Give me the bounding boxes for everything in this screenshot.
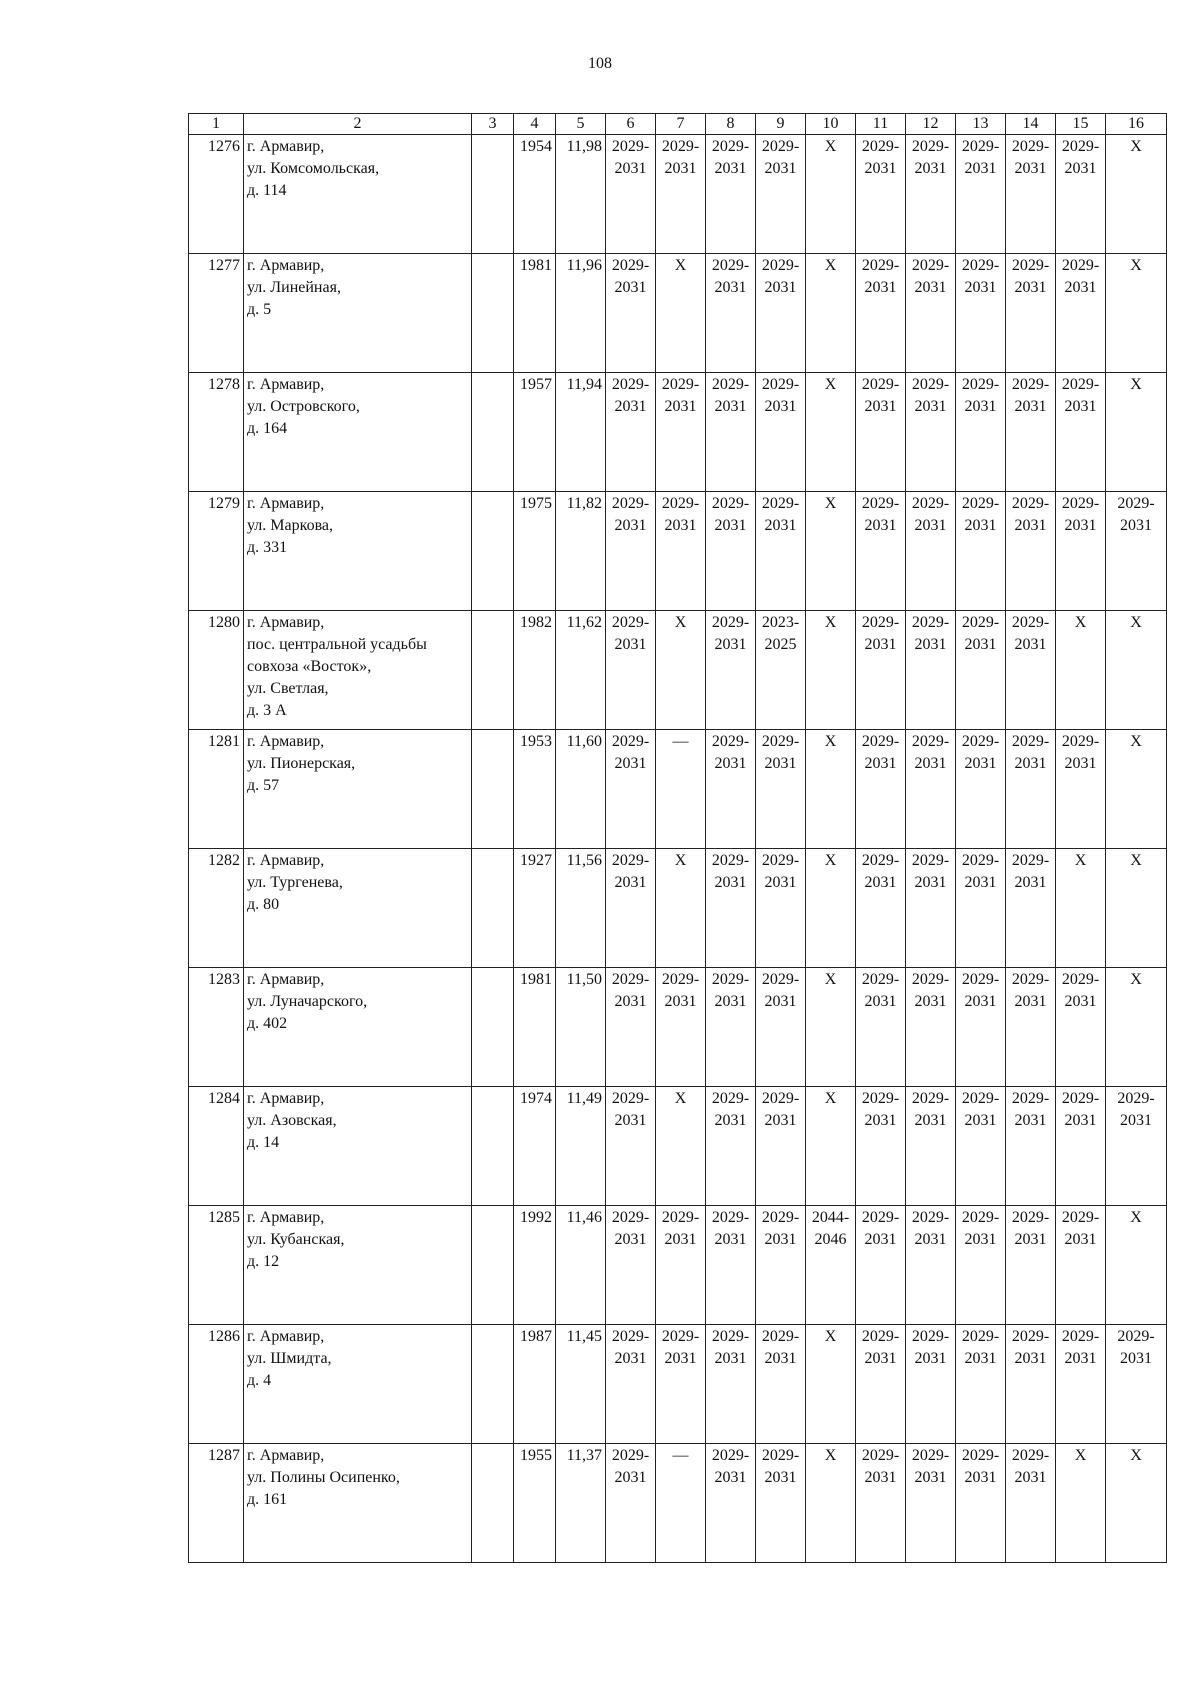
address-line: ул. Азовская, — [247, 1112, 337, 1129]
column-3-cell — [472, 492, 514, 611]
period-cell-col-14: 2029- 2031 — [1006, 492, 1056, 611]
period-cell-col-6: 2029- 2031 — [606, 373, 656, 492]
period-cell-col-15: 2029- 2031 — [1056, 968, 1106, 1087]
address-line: д. 80 — [247, 896, 280, 913]
period-cell-col-14: 2029- 2031 — [1006, 1087, 1056, 1206]
column-header-6: 6 — [606, 114, 656, 135]
period-cell-col-12: 2029- 2031 — [906, 1206, 956, 1325]
address-line: г. Армавир, — [247, 971, 325, 988]
period-cell-col-6: 2029- 2031 — [606, 1206, 656, 1325]
period-cell-col-13: 2029- 2031 — [956, 1325, 1006, 1444]
period-cell-col-15: 2029- 2031 — [1056, 373, 1106, 492]
period-cell-col-11: 2029- 2031 — [856, 1444, 906, 1563]
row-number: 1282 — [189, 849, 244, 968]
address-cell — [244, 1087, 472, 1206]
period-cell-col-15: 2029- 2031 — [1056, 1325, 1106, 1444]
table-row — [189, 1206, 1167, 1325]
table-row — [189, 1325, 1167, 1444]
column-3-cell — [472, 849, 514, 968]
address-line: д. 114 — [247, 182, 287, 199]
period-cell-col-16: Х — [1106, 968, 1167, 1087]
period-cell-col-16: Х — [1106, 135, 1167, 254]
period-cell-col-13: 2029- 2031 — [956, 730, 1006, 849]
address-line: г. Армавир, — [247, 1447, 325, 1464]
period-cell-col-6: 2029- 2031 — [606, 611, 656, 730]
address-cell — [244, 730, 472, 849]
value-cell: 11,49 — [556, 1087, 606, 1206]
period-cell-col-16: 2029- 2031 — [1106, 492, 1167, 611]
period-cell-col-14: 2029- 2031 — [1006, 1444, 1056, 1563]
period-cell-col-10: Х — [806, 968, 856, 1087]
period-cell-col-8: 2029- 2031 — [706, 135, 756, 254]
column-3-cell — [472, 254, 514, 373]
address-cell — [244, 492, 472, 611]
period-cell-col-16: 2029- 2031 — [1106, 1087, 1167, 1206]
period-cell-col-7: 2029- 2031 — [656, 492, 706, 611]
row-number: 1277 — [189, 254, 244, 373]
year-cell: 1953 — [514, 730, 556, 849]
period-cell-col-9: 2029- 2031 — [756, 849, 806, 968]
period-cell-col-8: 2029- 2031 — [706, 1087, 756, 1206]
row-number: 1278 — [189, 373, 244, 492]
period-cell-col-15: 2029- 2031 — [1056, 1087, 1106, 1206]
period-cell-col-10: Х — [806, 1444, 856, 1563]
period-cell-col-8: 2029- 2031 — [706, 373, 756, 492]
column-3-cell — [472, 1325, 514, 1444]
address-line: ул. Полины Осипенко, — [247, 1469, 400, 1486]
period-cell-col-7: 2029- 2031 — [656, 1325, 706, 1444]
table-row — [189, 968, 1167, 1087]
period-cell-col-11: 2029- 2031 — [856, 492, 906, 611]
registry-table — [188, 113, 1167, 1563]
column-header-4: 4 — [514, 114, 556, 135]
period-cell-col-7: Х — [656, 1087, 706, 1206]
period-cell-col-15: 2029- 2031 — [1056, 135, 1106, 254]
period-cell-col-11: 2029- 2031 — [856, 1325, 906, 1444]
period-cell-col-7: Х — [656, 849, 706, 968]
period-cell-col-16: Х — [1106, 1444, 1167, 1563]
address-line: г. Армавир, — [247, 495, 325, 512]
period-cell-col-9: 2023- 2025 — [756, 611, 806, 730]
period-cell-col-11: 2029- 2031 — [856, 611, 906, 730]
period-cell-col-6: 2029- 2031 — [606, 730, 656, 849]
address-cell — [244, 1444, 472, 1563]
period-cell-col-12: 2029- 2031 — [906, 1325, 956, 1444]
period-cell-col-12: 2029- 2031 — [906, 1087, 956, 1206]
address-cell — [244, 373, 472, 492]
period-cell-col-9: 2029- 2031 — [756, 254, 806, 373]
address-line: ул. Комсомольская, — [247, 160, 380, 177]
period-cell-col-16: Х — [1106, 730, 1167, 849]
period-cell-col-10: Х — [806, 730, 856, 849]
address-line: ул. Маркова, — [247, 517, 334, 534]
period-cell-col-12: 2029- 2031 — [906, 373, 956, 492]
period-cell-col-9: 2029- 2031 — [756, 1325, 806, 1444]
value-cell: 11,56 — [556, 849, 606, 968]
address-line: ул. Луначарского, — [247, 993, 368, 1010]
year-cell: 1955 — [514, 1444, 556, 1563]
period-cell-col-9: 2029- 2031 — [756, 968, 806, 1087]
column-header-9: 9 — [756, 114, 806, 135]
period-cell-col-11: 2029- 2031 — [856, 254, 906, 373]
period-cell-col-13: 2029- 2031 — [956, 1444, 1006, 1563]
address-line: ул. Островского, — [247, 398, 360, 415]
column-header-7: 7 — [656, 114, 706, 135]
column-3-cell — [472, 730, 514, 849]
period-cell-col-6: 2029- 2031 — [606, 968, 656, 1087]
period-cell-col-7: — — [656, 730, 706, 849]
address-cell — [244, 849, 472, 968]
value-cell: 11,62 — [556, 611, 606, 730]
address-line: г. Армавир, — [247, 852, 325, 869]
period-cell-col-7: 2029- 2031 — [656, 1206, 706, 1325]
address-line: пос. центральной усадьбы — [247, 636, 427, 653]
address-line: г. Армавир, — [247, 1209, 325, 1226]
period-cell-col-12: 2029- 2031 — [906, 1444, 956, 1563]
address-line: совхоза «Восток», — [247, 658, 372, 675]
column-header-2: 2 — [244, 114, 472, 135]
year-cell: 1981 — [514, 968, 556, 1087]
address-line: д. 3 А — [247, 702, 287, 719]
period-cell-col-9: 2029- 2031 — [756, 135, 806, 254]
period-cell-col-12: 2029- 2031 — [906, 730, 956, 849]
table-row — [189, 1444, 1167, 1563]
value-cell: 11,94 — [556, 373, 606, 492]
table-row — [189, 254, 1167, 373]
period-cell-col-6: 2029- 2031 — [606, 1325, 656, 1444]
column-3-cell — [472, 611, 514, 730]
period-cell-col-9: 2029- 2031 — [756, 373, 806, 492]
value-cell: 11,98 — [556, 135, 606, 254]
address-cell — [244, 611, 472, 730]
period-cell-col-11: 2029- 2031 — [856, 968, 906, 1087]
period-cell-col-15: Х — [1056, 1444, 1106, 1563]
address-cell — [244, 1206, 472, 1325]
period-cell-col-13: 2029- 2031 — [956, 968, 1006, 1087]
period-cell-col-6: 2029- 2031 — [606, 254, 656, 373]
column-3-cell — [472, 1087, 514, 1206]
period-cell-col-10: Х — [806, 1087, 856, 1206]
period-cell-col-10: 2044- 2046 — [806, 1206, 856, 1325]
period-cell-col-16: Х — [1106, 1206, 1167, 1325]
period-cell-col-9: 2029- 2031 — [756, 492, 806, 611]
period-cell-col-11: 2029- 2031 — [856, 849, 906, 968]
period-cell-col-12: 2029- 2031 — [906, 254, 956, 373]
address-line: ул. Тургенева, — [247, 874, 343, 891]
column-header-12: 12 — [906, 114, 956, 135]
address-line: г. Армавир, — [247, 138, 325, 155]
address-line: д. 331 — [247, 539, 288, 556]
period-cell-col-12: 2029- 2031 — [906, 968, 956, 1087]
value-cell: 11,82 — [556, 492, 606, 611]
address-line: г. Армавир, — [247, 376, 325, 393]
address-line: д. 5 — [247, 301, 272, 318]
value-cell: 11,60 — [556, 730, 606, 849]
period-cell-col-13: 2029- 2031 — [956, 849, 1006, 968]
period-cell-col-13: 2029- 2031 — [956, 492, 1006, 611]
address-line: д. 402 — [247, 1015, 288, 1032]
table-row — [189, 373, 1167, 492]
period-cell-col-14: 2029- 2031 — [1006, 730, 1056, 849]
value-cell: 11,37 — [556, 1444, 606, 1563]
period-cell-col-11: 2029- 2031 — [856, 1087, 906, 1206]
period-cell-col-8: 2029- 2031 — [706, 492, 756, 611]
period-cell-col-14: 2029- 2031 — [1006, 611, 1056, 730]
period-cell-col-16: Х — [1106, 254, 1167, 373]
period-cell-col-7: — — [656, 1444, 706, 1563]
period-cell-col-16: 2029- 2031 — [1106, 1325, 1167, 1444]
address-line: д. 12 — [247, 1253, 280, 1270]
period-cell-col-15: Х — [1056, 611, 1106, 730]
row-number: 1276 — [189, 135, 244, 254]
period-cell-col-13: 2029- 2031 — [956, 254, 1006, 373]
period-cell-col-12: 2029- 2031 — [906, 135, 956, 254]
column-header-1: 1 — [189, 114, 244, 135]
value-cell: 11,50 — [556, 968, 606, 1087]
year-cell: 1987 — [514, 1325, 556, 1444]
period-cell-col-8: 2029- 2031 — [706, 1444, 756, 1563]
period-cell-col-7: 2029- 2031 — [656, 968, 706, 1087]
period-cell-col-11: 2029- 2031 — [856, 135, 906, 254]
period-cell-col-15: Х — [1056, 849, 1106, 968]
period-cell-col-14: 2029- 2031 — [1006, 1206, 1056, 1325]
period-cell-col-6: 2029- 2031 — [606, 492, 656, 611]
period-cell-col-15: 2029- 2031 — [1056, 492, 1106, 611]
period-cell-col-10: Х — [806, 254, 856, 373]
period-cell-col-7: 2029- 2031 — [656, 373, 706, 492]
column-header-13: 13 — [956, 114, 1006, 135]
year-cell: 1975 — [514, 492, 556, 611]
address-cell — [244, 1325, 472, 1444]
address-line: д. 164 — [247, 420, 288, 437]
value-cell: 11,45 — [556, 1325, 606, 1444]
column-header-8: 8 — [706, 114, 756, 135]
address-line: д. 14 — [247, 1134, 280, 1151]
row-number: 1281 — [189, 730, 244, 849]
address-cell — [244, 254, 472, 373]
row-number: 1285 — [189, 1206, 244, 1325]
column-header-15: 15 — [1056, 114, 1106, 135]
period-cell-col-9: 2029- 2031 — [756, 1087, 806, 1206]
address-line: ул. Светлая, — [247, 680, 329, 697]
period-cell-col-14: 2029- 2031 — [1006, 254, 1056, 373]
period-cell-col-14: 2029- 2031 — [1006, 373, 1056, 492]
period-cell-col-12: 2029- 2031 — [906, 611, 956, 730]
period-cell-col-6: 2029- 2031 — [606, 1444, 656, 1563]
period-cell-col-9: 2029- 2031 — [756, 1444, 806, 1563]
period-cell-col-16: Х — [1106, 611, 1167, 730]
period-cell-col-14: 2029- 2031 — [1006, 968, 1056, 1087]
period-cell-col-9: 2029- 2031 — [756, 730, 806, 849]
row-number: 1279 — [189, 492, 244, 611]
period-cell-col-16: Х — [1106, 373, 1167, 492]
year-cell: 1957 — [514, 373, 556, 492]
period-cell-col-13: 2029- 2031 — [956, 1206, 1006, 1325]
column-header-3: 3 — [472, 114, 514, 135]
period-cell-col-6: 2029- 2031 — [606, 849, 656, 968]
period-cell-col-9: 2029- 2031 — [756, 1206, 806, 1325]
period-cell-col-10: Х — [806, 849, 856, 968]
year-cell: 1927 — [514, 849, 556, 968]
period-cell-col-12: 2029- 2031 — [906, 849, 956, 968]
address-line: ул. Линейная, — [247, 279, 341, 296]
period-cell-col-8: 2029- 2031 — [706, 849, 756, 968]
table-row — [189, 849, 1167, 968]
period-cell-col-8: 2029- 2031 — [706, 968, 756, 1087]
column-header-10: 10 — [806, 114, 856, 135]
address-line: д. 4 — [247, 1372, 272, 1389]
period-cell-col-15: 2029- 2031 — [1056, 1206, 1106, 1325]
period-cell-col-12: 2029- 2031 — [906, 492, 956, 611]
value-cell: 11,96 — [556, 254, 606, 373]
value-cell: 11,46 — [556, 1206, 606, 1325]
period-cell-col-15: 2029- 2031 — [1056, 254, 1106, 373]
period-cell-col-7: Х — [656, 254, 706, 373]
column-3-cell — [472, 373, 514, 492]
period-cell-col-16: Х — [1106, 849, 1167, 968]
year-cell: 1992 — [514, 1206, 556, 1325]
period-cell-col-8: 2029- 2031 — [706, 730, 756, 849]
table-row — [189, 492, 1167, 611]
column-header-11: 11 — [856, 114, 906, 135]
period-cell-col-14: 2029- 2031 — [1006, 135, 1056, 254]
period-cell-col-10: Х — [806, 1325, 856, 1444]
period-cell-col-10: Х — [806, 373, 856, 492]
address-line: г. Армавир, — [247, 257, 325, 274]
address-cell — [244, 968, 472, 1087]
address-line: ул. Кубанская, — [247, 1231, 345, 1248]
period-cell-col-10: Х — [806, 492, 856, 611]
period-cell-col-8: 2029- 2031 — [706, 611, 756, 730]
period-cell-col-8: 2029- 2031 — [706, 1325, 756, 1444]
period-cell-col-10: Х — [806, 135, 856, 254]
period-cell-col-6: 2029- 2031 — [606, 1087, 656, 1206]
column-3-cell — [472, 968, 514, 1087]
period-cell-col-14: 2029- 2031 — [1006, 1325, 1056, 1444]
table-row — [189, 611, 1167, 730]
row-number: 1287 — [189, 1444, 244, 1563]
period-cell-col-13: 2029- 2031 — [956, 373, 1006, 492]
row-number: 1284 — [189, 1087, 244, 1206]
row-number: 1283 — [189, 968, 244, 1087]
column-3-cell — [472, 1444, 514, 1563]
period-cell-col-8: 2029- 2031 — [706, 1206, 756, 1325]
year-cell: 1981 — [514, 254, 556, 373]
address-line: г. Армавир, — [247, 1090, 325, 1107]
column-header-5: 5 — [556, 114, 606, 135]
table-header — [189, 114, 1167, 135]
period-cell-col-8: 2029- 2031 — [706, 254, 756, 373]
row-number: 1280 — [189, 611, 244, 730]
year-cell: 1974 — [514, 1087, 556, 1206]
period-cell-col-10: Х — [806, 611, 856, 730]
row-number: 1286 — [189, 1325, 244, 1444]
column-header-14: 14 — [1006, 114, 1056, 135]
column-header-16: 16 — [1106, 114, 1167, 135]
year-cell: 1954 — [514, 135, 556, 254]
address-line: д. 161 — [247, 1491, 288, 1508]
address-cell — [244, 135, 472, 254]
address-line: ул. Пионерская, — [247, 755, 356, 772]
table-row — [189, 730, 1167, 849]
column-3-cell — [472, 1206, 514, 1325]
address-line: ул. Шмидта, — [247, 1350, 332, 1367]
address-line: г. Армавир, — [247, 733, 325, 750]
period-cell-col-7: Х — [656, 611, 706, 730]
table-row — [189, 135, 1167, 254]
address-line: г. Армавир, — [247, 1328, 325, 1345]
page-number: 108 — [588, 55, 612, 72]
period-cell-col-6: 2029- 2031 — [606, 135, 656, 254]
column-3-cell — [472, 135, 514, 254]
year-cell: 1982 — [514, 611, 556, 730]
period-cell-col-14: 2029- 2031 — [1006, 849, 1056, 968]
period-cell-col-11: 2029- 2031 — [856, 1206, 906, 1325]
period-cell-col-13: 2029- 2031 — [956, 135, 1006, 254]
address-line: д. 57 — [247, 777, 280, 794]
period-cell-col-13: 2029- 2031 — [956, 1087, 1006, 1206]
period-cell-col-7: 2029- 2031 — [656, 135, 706, 254]
period-cell-col-11: 2029- 2031 — [856, 730, 906, 849]
period-cell-col-13: 2029- 2031 — [956, 611, 1006, 730]
table-body — [189, 135, 1167, 1563]
address-line: г. Армавир, — [247, 614, 325, 631]
table-row — [189, 1087, 1167, 1206]
period-cell-col-11: 2029- 2031 — [856, 373, 906, 492]
period-cell-col-15: 2029- 2031 — [1056, 730, 1106, 849]
